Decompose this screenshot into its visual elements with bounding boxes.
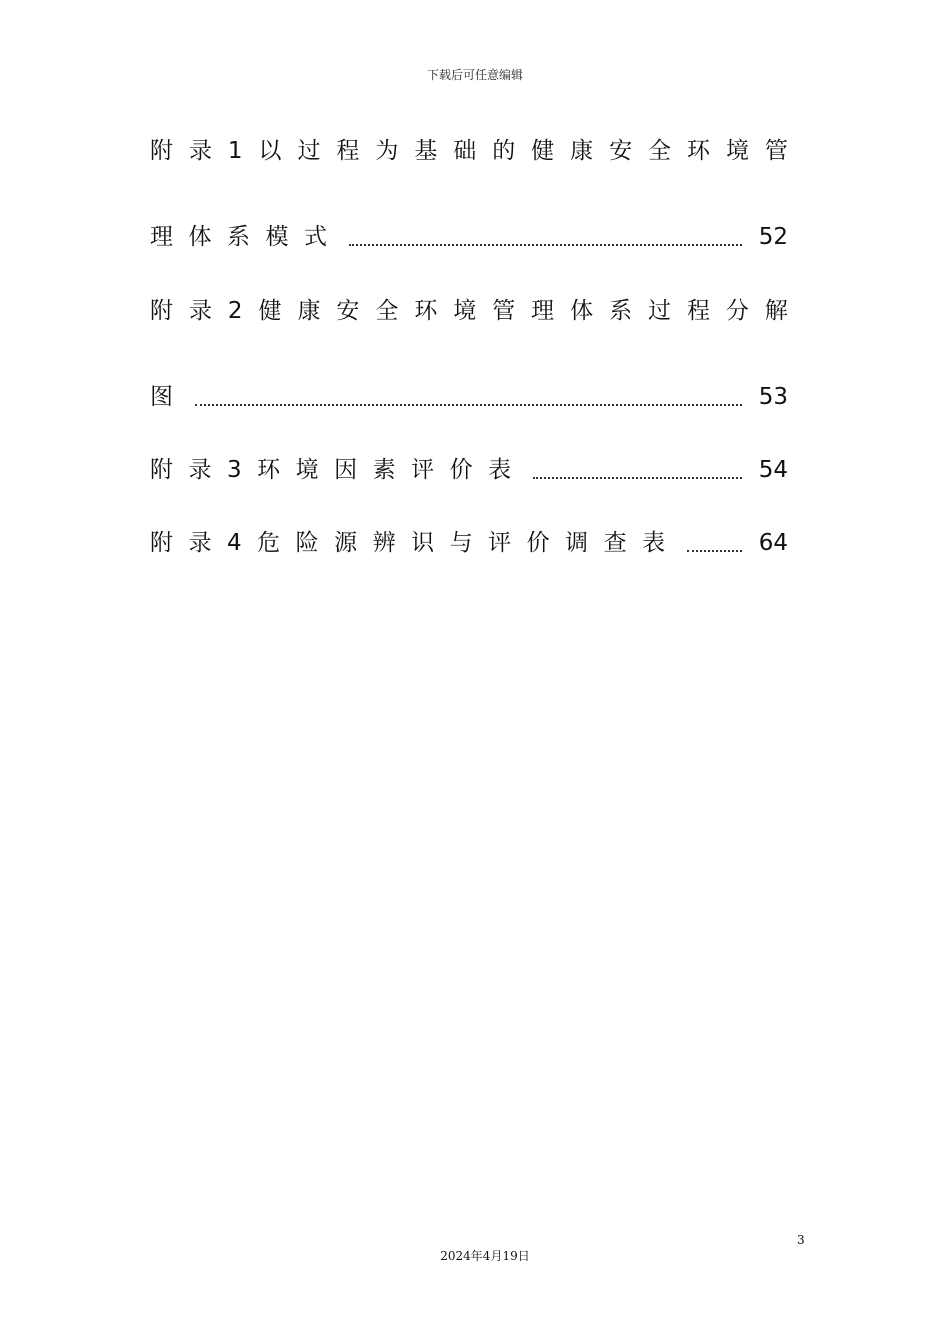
toc-entry-1-char: 附 (150, 138, 173, 164)
page-number: 3 (797, 1233, 805, 1247)
toc-entry-2-char: 康 (297, 298, 321, 324)
toc-entry-2-char: 2 (227, 298, 243, 324)
toc-entry-2-char: 理 (531, 298, 555, 324)
toc-entry-2-line-2[interactable] (150, 380, 788, 414)
toc-entry-1-char: 1 (227, 138, 243, 164)
toc-entry-4[interactable] (150, 526, 788, 560)
toc-entry-1-title-cont: 理体系模式 (150, 224, 343, 250)
toc-entry-1-char: 康 (570, 138, 594, 164)
toc-entry-1-char: 的 (492, 138, 516, 164)
toc-entry-2-char: 全 (375, 298, 399, 324)
toc-entry-1-line-2[interactable] (150, 220, 788, 254)
toc-entry-2-char: 境 (453, 298, 477, 324)
toc-entry-1-char: 为 (375, 138, 399, 164)
toc-entry-3-title: 附录3环境因素评价表 (150, 457, 527, 483)
toc-dot-leader (195, 402, 743, 406)
toc-entry-1-char: 全 (648, 138, 672, 164)
toc-entry-2-char: 附 (150, 298, 173, 324)
toc-entry-1-char: 过 (297, 138, 321, 164)
toc-entry-1-char: 环 (686, 138, 710, 164)
toc-entry-2-char: 体 (570, 298, 594, 324)
toc-entry-1-char: 程 (336, 138, 360, 164)
toc-entry-2-char: 健 (258, 298, 282, 324)
toc-entry-2-line-1[interactable] (150, 294, 788, 328)
footer-date: 2024年4月19日 (440, 1249, 530, 1263)
toc-entry-2-char: 安 (336, 298, 360, 324)
header-note: 下载后可任意编辑 (426, 68, 523, 82)
toc-entry-2-char: 程 (686, 298, 710, 324)
toc-dot-leader (687, 548, 742, 552)
toc-entry-4-title: 附录4危险源辨识与评价调查表 (150, 530, 681, 556)
toc-entry-1-char: 录 (188, 138, 212, 164)
toc-entry-1-char: 基 (414, 138, 438, 164)
toc-dot-leader (533, 475, 742, 479)
toc-entry-2-page: 53 (758, 384, 788, 410)
toc-dot-leader (349, 242, 743, 246)
toc-entry-2-char: 管 (492, 298, 516, 324)
toc-entry-2-title-cont: 图 (150, 384, 189, 410)
toc-entry-1-line-1[interactable] (150, 134, 788, 168)
toc-entry-3-page: 54 (758, 457, 788, 483)
toc-entry-4-page: 64 (758, 530, 788, 556)
toc-entry-2-char: 录 (188, 298, 212, 324)
toc-entry-3[interactable] (150, 453, 788, 487)
toc-entry-1-char: 础 (453, 138, 477, 164)
toc-entry-2-char: 系 (609, 298, 633, 324)
toc-entry-2-char: 解 (764, 298, 788, 324)
toc-entry-1-char: 管 (764, 138, 788, 164)
toc-entry-1-char: 健 (531, 138, 555, 164)
toc-entry-1-char: 安 (609, 138, 633, 164)
toc-entry-1-char: 以 (258, 138, 282, 164)
toc-entry-2-char: 过 (648, 298, 672, 324)
toc-entry-1-char: 境 (725, 138, 749, 164)
toc-entry-1-page: 52 (758, 224, 788, 250)
toc-entry-2-char: 分 (725, 298, 749, 324)
toc-entry-2-char: 环 (414, 298, 438, 324)
